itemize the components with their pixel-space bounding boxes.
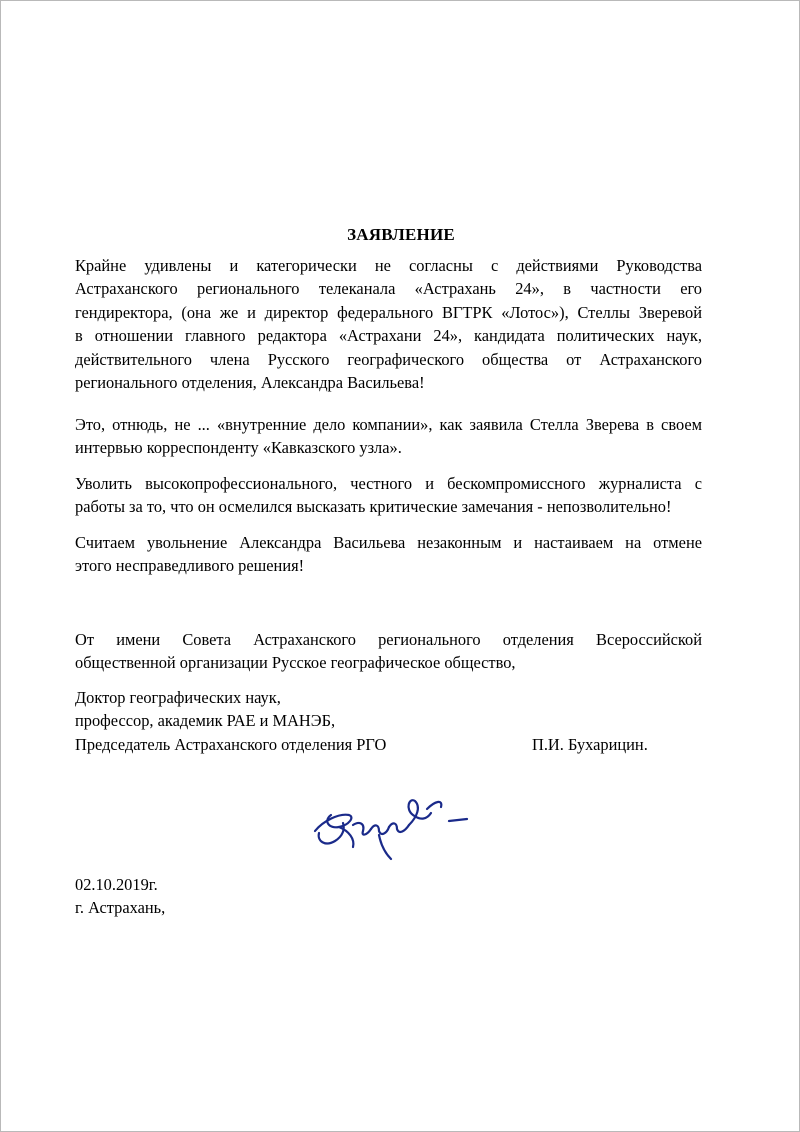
paragraph-line: Уволить высокопрофессионального, честного и бескомпромиссного журналиста с bbox=[75, 474, 702, 493]
paragraph-line: Считаем увольнение Александра Васильева незаконным и настаиваем на отмене bbox=[75, 533, 702, 552]
signatory-name: П.И. Бухарицин. bbox=[532, 735, 648, 754]
paragraph-line: Астраханского регионального телеканала «Астрахань 24», в частности его bbox=[75, 279, 702, 299]
paragraph-on-behalf bbox=[75, 628, 702, 675]
paragraph-line: действительного члена Русского географического общества от Астраханского bbox=[75, 349, 702, 369]
signatory-line: Доктор географических наук, bbox=[75, 688, 281, 707]
document-title: ЗАЯВЛЕНИЕ bbox=[347, 225, 455, 244]
document-date: 02.10.2019г. bbox=[75, 875, 158, 894]
paragraph-line: гендиректора, (она же и директор федерального ВГТРК «Лотос»), Стеллы Зверевой bbox=[75, 302, 702, 322]
handwritten-signature bbox=[309, 791, 479, 863]
document-city: г. Астрахань, bbox=[75, 898, 166, 917]
paragraph-line: От имени Совета Астраханского регионального отделения Всероссийской bbox=[75, 630, 702, 649]
paragraph-dismissal bbox=[75, 472, 702, 519]
paragraph-demand bbox=[75, 531, 702, 578]
paragraph-line: Это, отнюдь, не ... «внутренние дело компании», как заявила Стелла Зверева в своем bbox=[75, 415, 702, 434]
paragraph-line: этого несправедливого решения! bbox=[75, 556, 305, 576]
paragraph-line: интервью корреспонденту «Кавказского узла». bbox=[75, 438, 402, 458]
paragraph-interview bbox=[75, 413, 702, 460]
paragraph-line: общественной организации Русское географическое общество, bbox=[75, 653, 516, 673]
signatory-line: Председатель Астраханского отделения РГО bbox=[75, 734, 387, 754]
paragraph-statement bbox=[75, 254, 702, 394]
paragraph-line: работы за то, что он осмелился высказать критические замечания - непозволительно! bbox=[75, 497, 672, 517]
signatory-line: профессор, академик РАЕ и МАНЭБ, bbox=[75, 711, 336, 731]
paragraph-line: в отношении главного редактора «Астрахани 24», кандидата политических наук, bbox=[75, 326, 702, 346]
paragraph-line: регионального отделения, Александра Васильева! bbox=[75, 373, 425, 393]
paragraph-line: Крайне удивлены и категорически не согласны с действиями Руководства bbox=[75, 256, 702, 275]
